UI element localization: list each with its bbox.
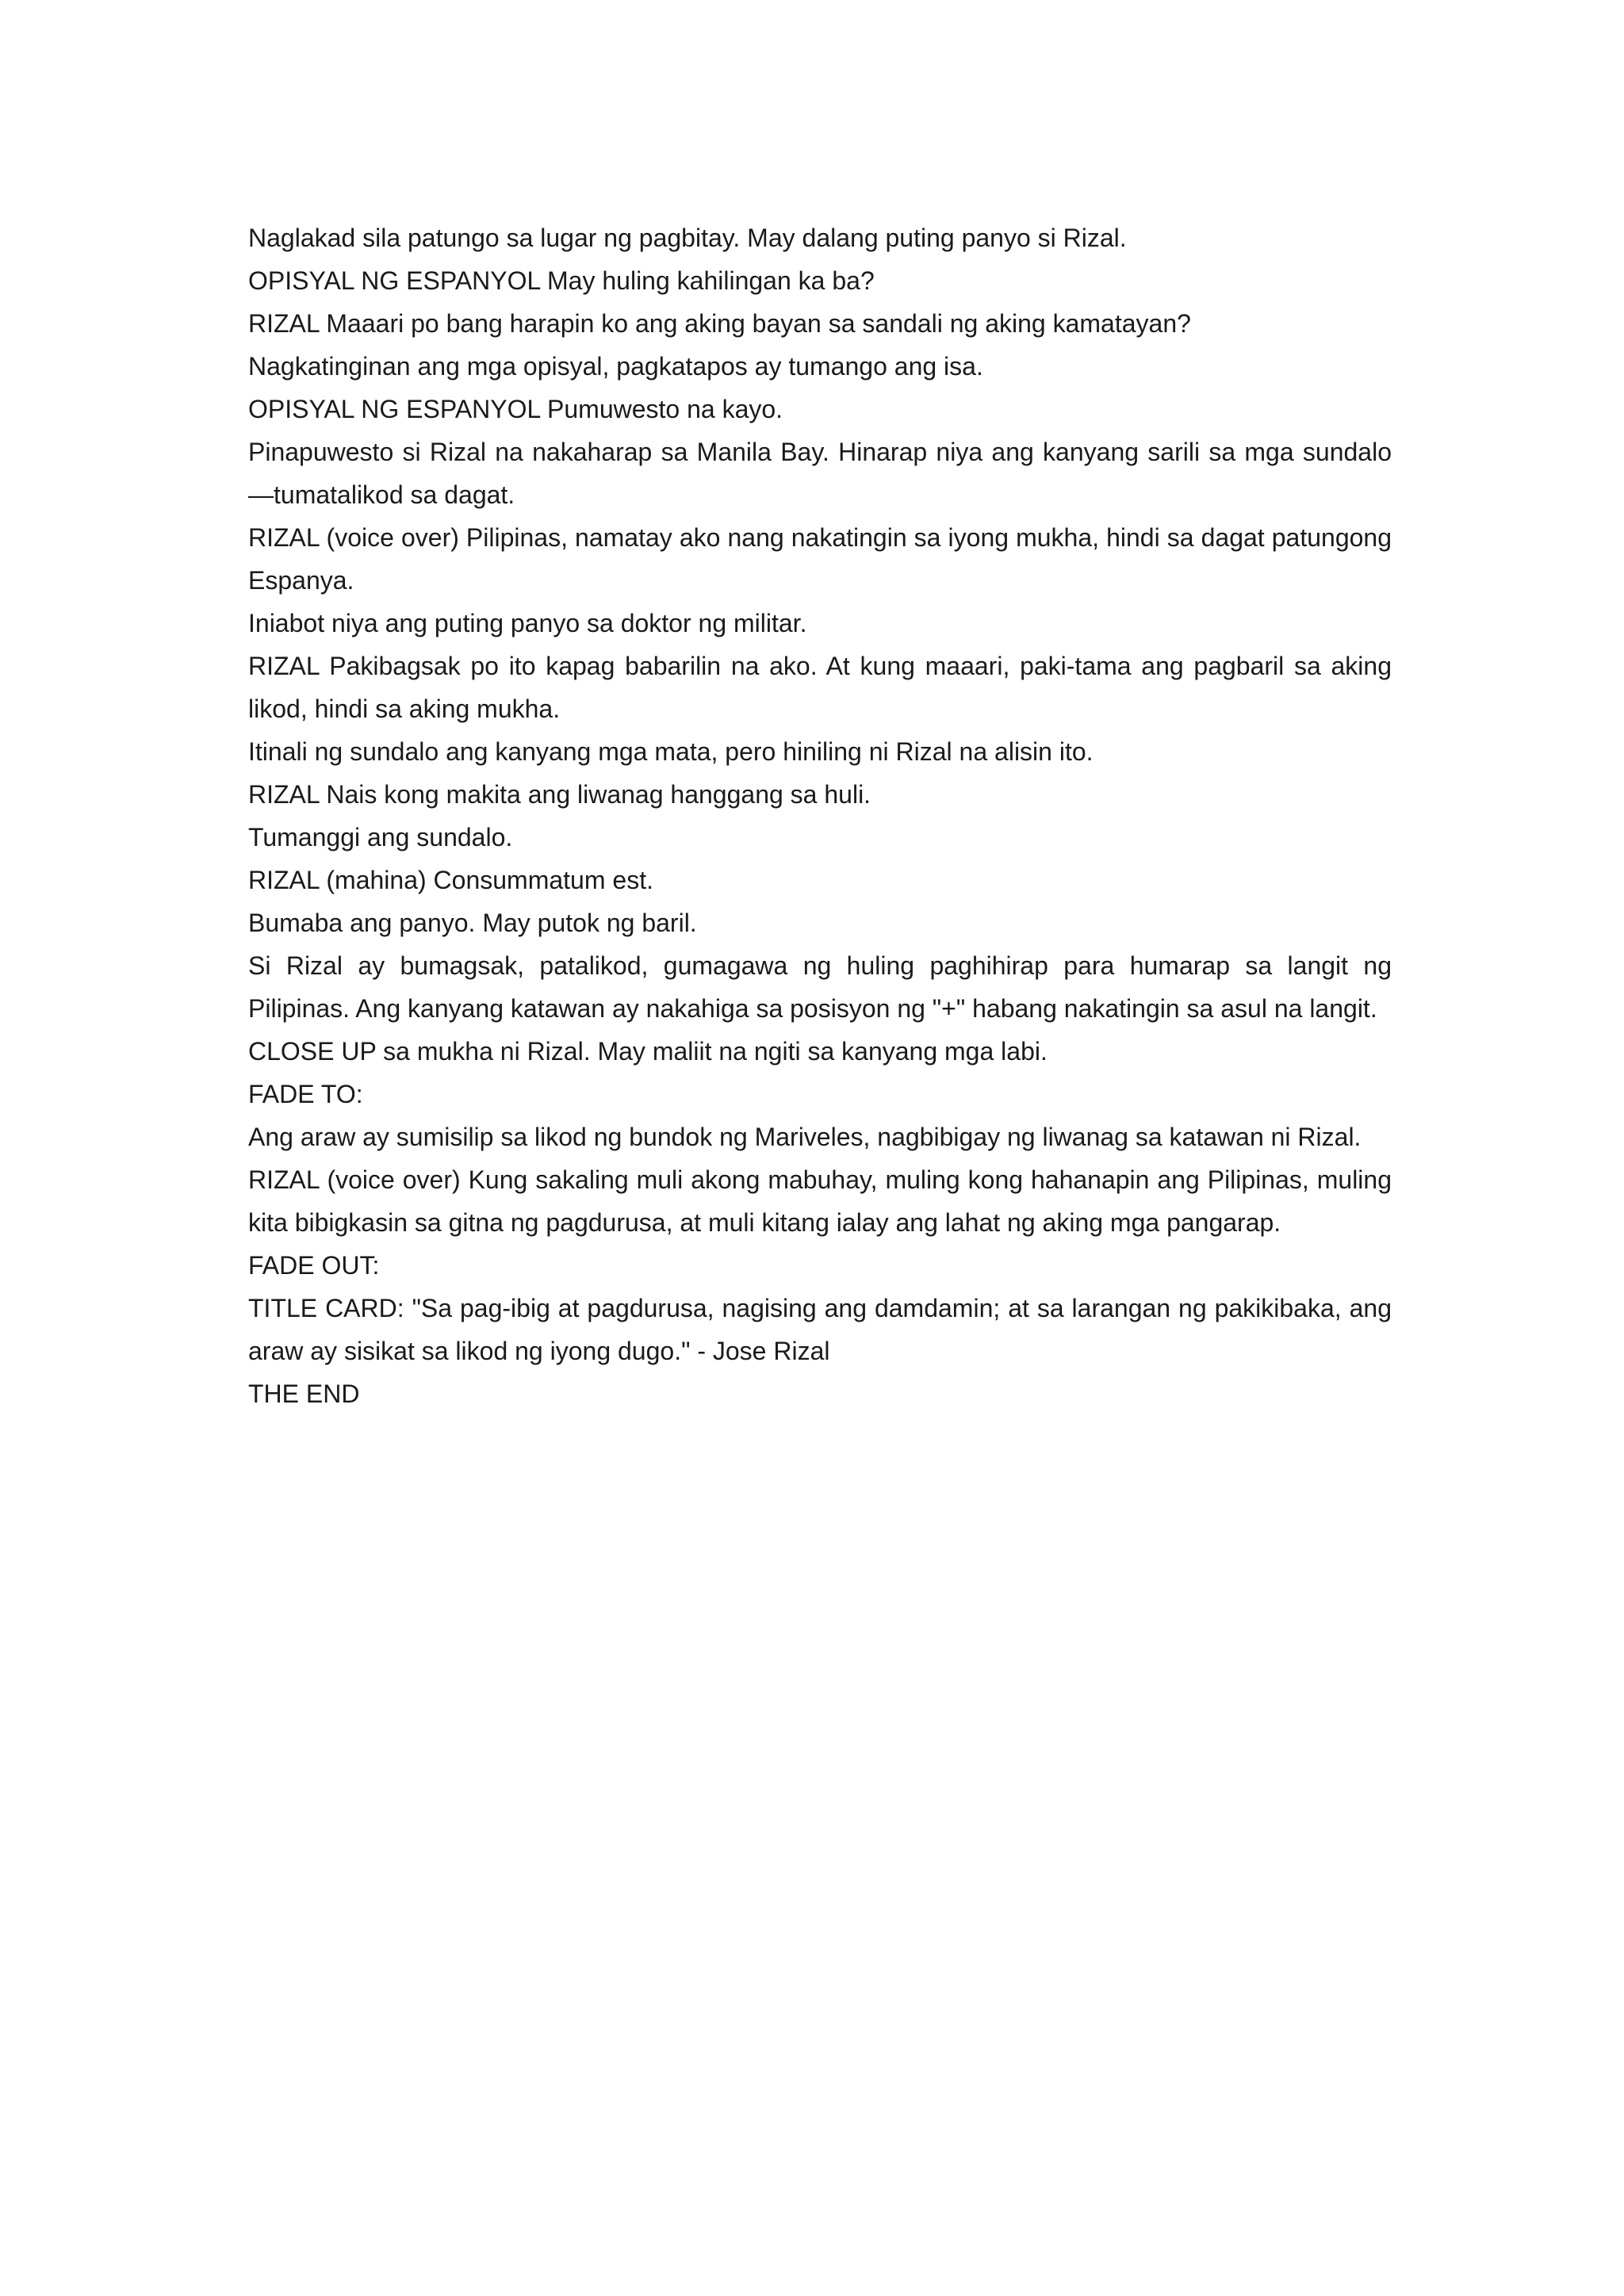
paragraph: Naglakad sila patungo sa lugar ng pagbitay. May dalang puting panyo si Rizal.: [248, 224, 1127, 252]
paragraph: Nagkatinginan ang mga opisyal, pagkatapos ay tumango ang isa.: [248, 352, 983, 381]
paragraph: RIZAL (voice over) Pilipinas, namatay ako nang nakatingin sa iyong mukha, hindi sa dagat patungong Espanya.: [248, 523, 1392, 595]
paragraph: RIZAL Maaari po bang harapin ko ang aking bayan sa sandali ng aking kamatayan?: [248, 309, 1191, 338]
document-body: [248, 216, 1392, 1415]
paragraph: CLOSE UP sa mukha ni Rizal. May maliit na ngiti sa kanyang mga labi.: [248, 1037, 1048, 1066]
paragraph: OPISYAL NG ESPANYOL May huling kahilingan ka ba?: [248, 266, 875, 295]
paragraph: Bumaba ang panyo. May putok ng baril.: [248, 909, 697, 937]
paragraph: Itinali ng sundalo ang kanyang mga mata, pero hiniling ni Rizal na alisin ito.: [248, 737, 1094, 766]
paragraph: TITLE CARD: "Sa pag-ibig at pagdurusa, nagising ang damdamin; at sa larangan ng pakikibaka, ang araw ay sisikat sa likod ng iyong dugo." - Jose Rizal: [248, 1294, 1392, 1365]
paragraph: Iniabot niya ang puting panyo sa doktor ng militar.: [248, 609, 807, 637]
paragraph: THE END: [248, 1380, 360, 1408]
paragraph: FADE TO:: [248, 1080, 363, 1108]
paragraph: FADE OUT:: [248, 1251, 380, 1280]
paragraph: Tumanggi ang sundalo.: [248, 823, 513, 851]
paragraph: RIZAL (voice over) Kung sakaling muli akong mabuhay, muling kong hahanapin ang Pilipinas, muling kita bibigkasin sa gitna ng pagdurusa, at muli kitang ialay ang lahat ng aking mga pangarap.: [248, 1165, 1392, 1237]
paragraph: Pinapuwesto si Rizal na nakaharap sa Manila Bay. Hinarap niya ang kanyang sarili sa mga sundalo —tumatalikod sa dagat.: [248, 438, 1392, 509]
paragraph: RIZAL (mahina) Consummatum est.: [248, 866, 653, 894]
paragraph: RIZAL Nais kong makita ang liwanag hanggang sa huli.: [248, 780, 871, 809]
paragraph: Si Rizal ay bumagsak, patalikod, gumagawa ng huling paghihirap para humarap sa langit ng Pilipinas. Ang kanyang katawan ay nakahiga sa posisyon ng "+" habang nakatingin sa asul na langit.: [248, 951, 1392, 1023]
paragraph: RIZAL Pakibagsak po ito kapag babarilin na ako. At kung maaari, paki-tama ang pagbaril sa aking likod, hindi sa aking mukha.: [248, 652, 1392, 723]
paragraph: OPISYAL NG ESPANYOL Pumuwesto na kayo.: [248, 395, 783, 423]
paragraph: Ang araw ay sumisilip sa likod ng bundok ng Mariveles, nagbibigay ng liwanag sa katawan ni Rizal.: [248, 1123, 1362, 1151]
